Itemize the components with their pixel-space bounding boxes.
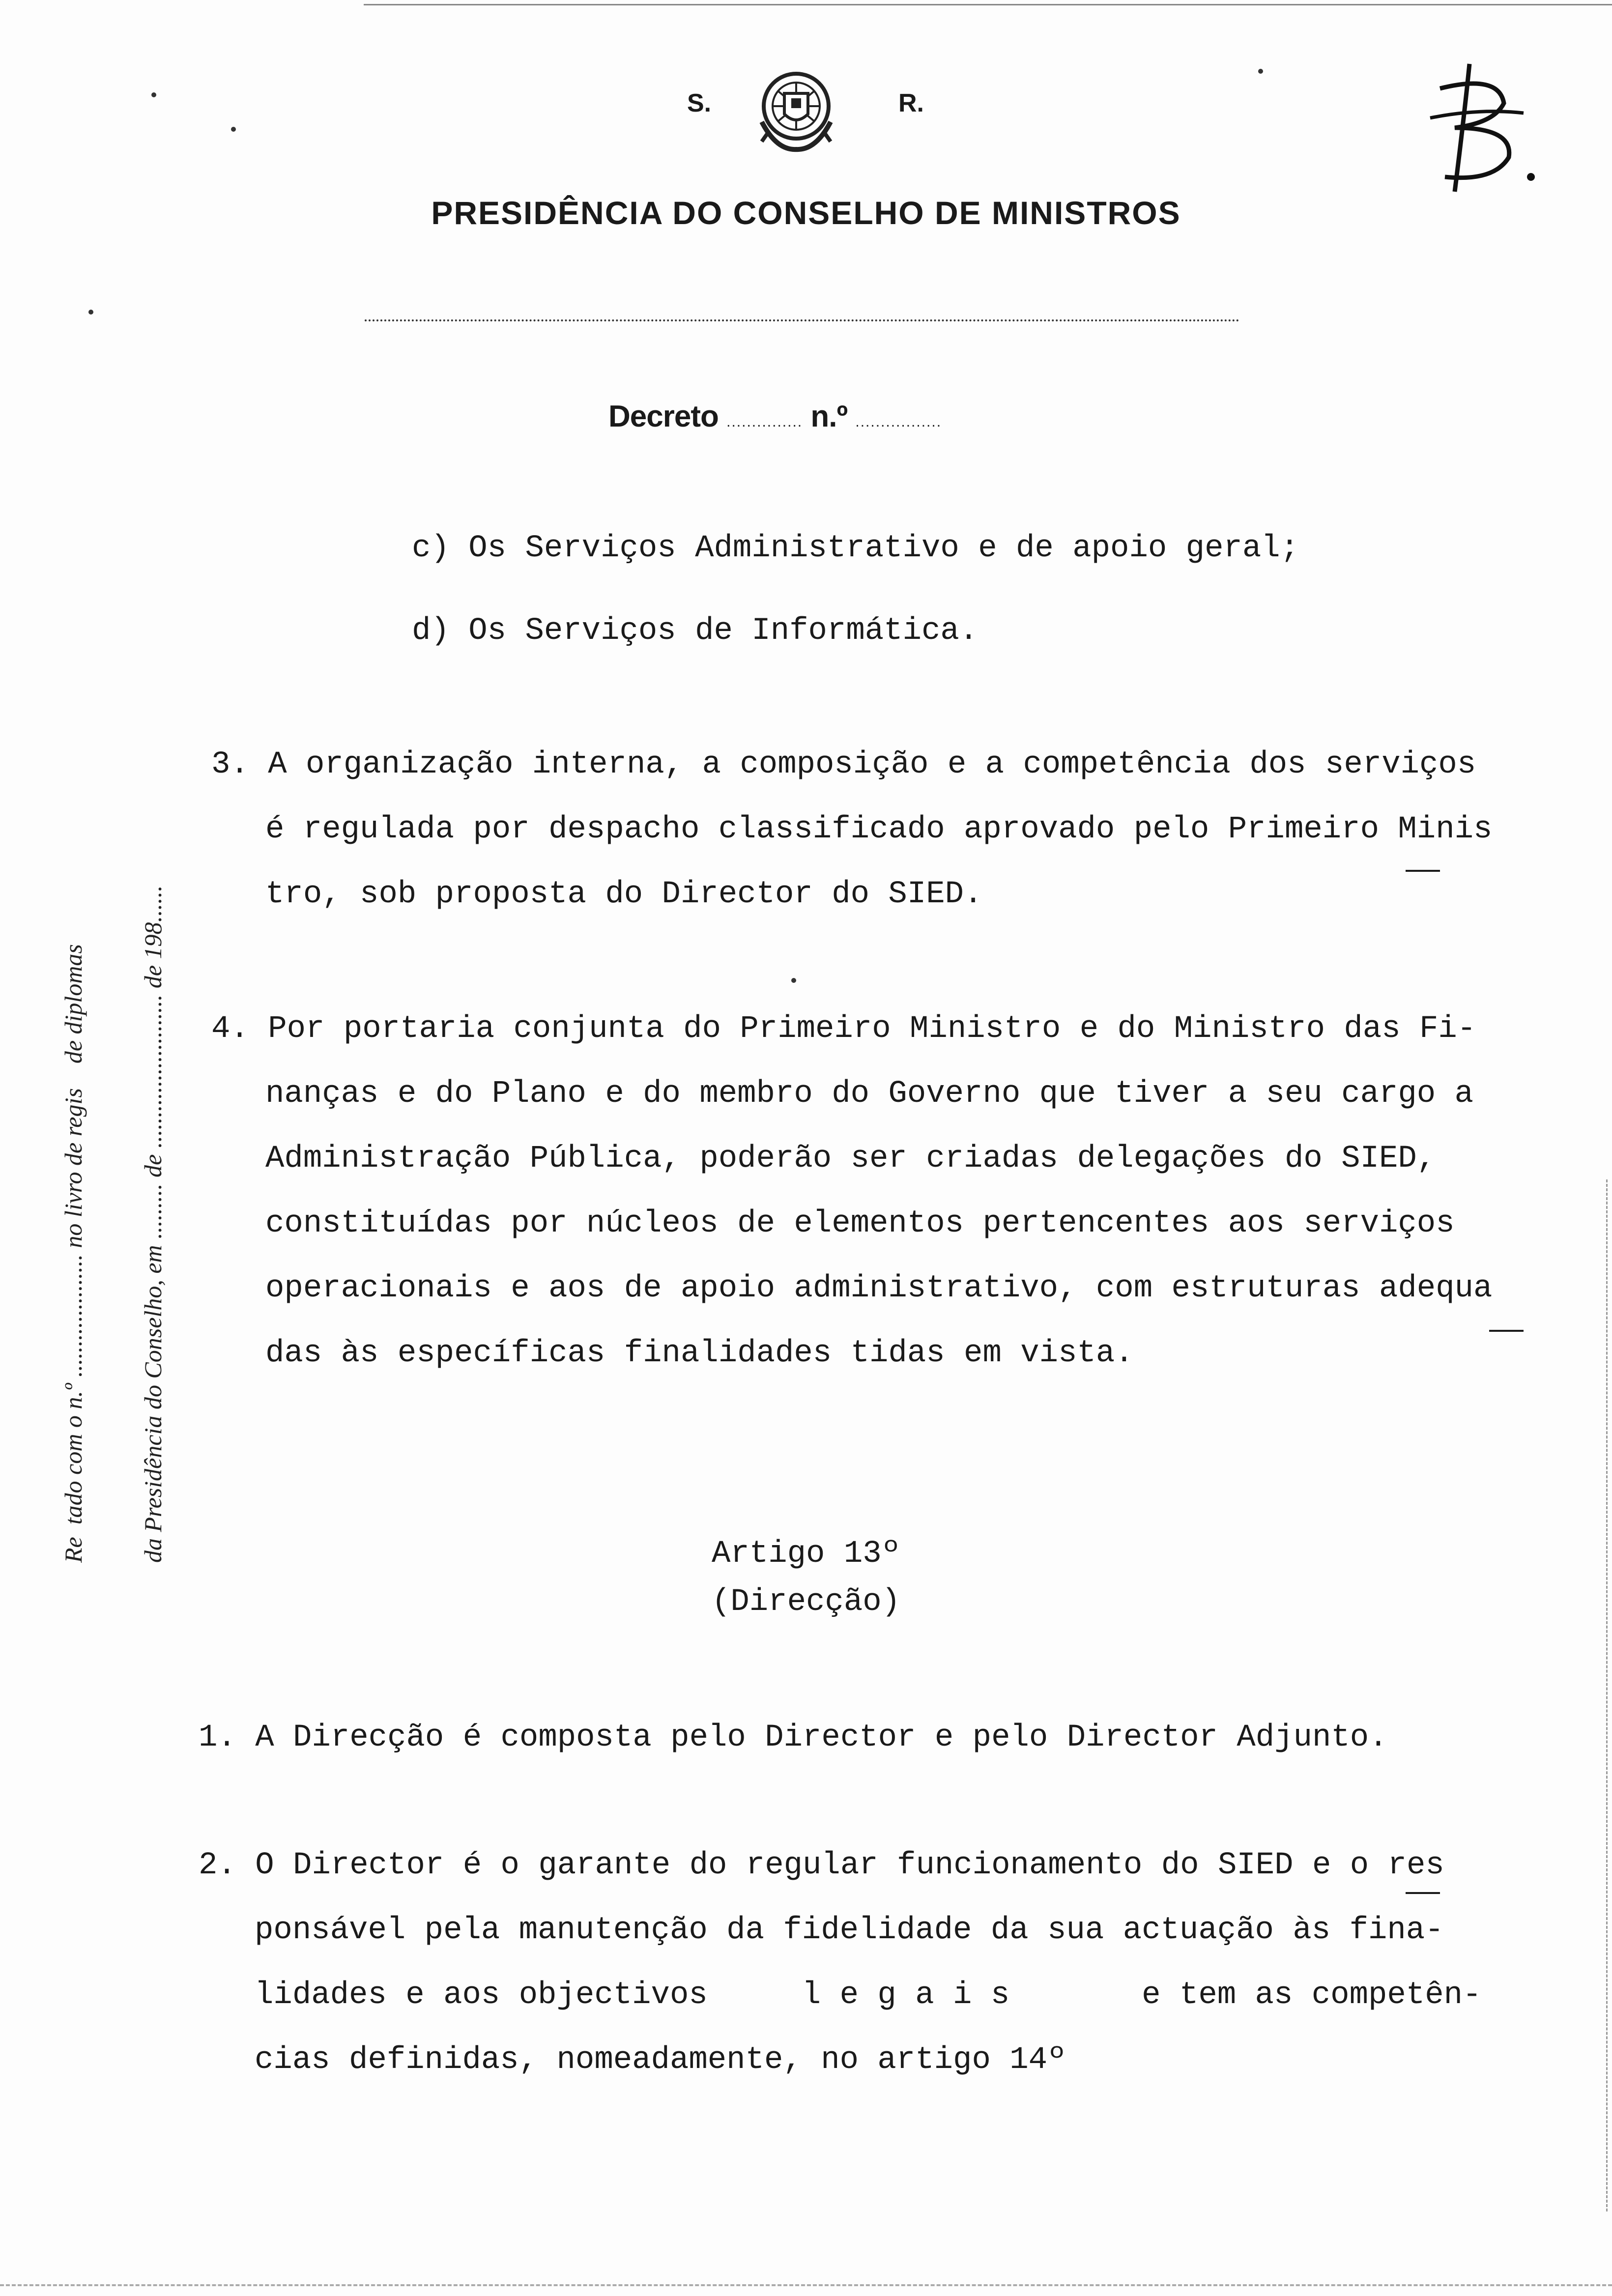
decreto-line: [608, 399, 942, 434]
registration-stamp-line-1: Re tado com o n.º .................... no livro de regis de diplomas: [59, 944, 87, 1563]
paragraph-4-line-3: Administração Pública, poderão ser criadas delegações do SIED,: [265, 1141, 1436, 1177]
article-title: Artigo 13º: [711, 1536, 901, 1572]
article-paragraph-2-line-1: 2. O Director é o garante do regular funcionamento do SIED e o res: [199, 1848, 1444, 1883]
hyphenation-underline: [1489, 1330, 1524, 1332]
paragraph-4-line-6: das às específicas finalidades tidas em vista.: [265, 1336, 1134, 1371]
registration-stamp-line-2: da Presidência do Conselho, em ......... de ......................... de 198......: [139, 885, 167, 1563]
item-c: c) Os Serviços Administrativo e de apoio geral;: [412, 531, 1299, 566]
decreto-label: Decreto: [608, 400, 719, 433]
coat-of-arms-icon: [747, 63, 845, 161]
scan-speck: [791, 978, 796, 983]
paragraph-3-line-2: é regulada por despacho classificado aprovado pelo Primeiro Minis: [265, 812, 1493, 847]
article-paragraph-2-line-2: ponsável pela manutenção da fidelidade da sua actuação às fina-: [255, 1913, 1444, 1948]
top-edge-rule: [364, 4, 1612, 5]
article-paragraph-1: 1. A Direcção é composta pelo Director e pelo Director Adjunto.: [199, 1720, 1388, 1755]
scan-speck: [1258, 69, 1263, 74]
hyphenation-underline: [1406, 870, 1440, 872]
organization-title: PRESIDÊNCIA DO CONSELHO DE MINISTROS: [431, 195, 1181, 231]
scan-right-edge: [1606, 1179, 1608, 2211]
handwritten-initial-signature: [1410, 54, 1538, 201]
scan-speck: [88, 310, 93, 315]
paragraph-4-line-2: nanças e do Plano e do membro do Governo que tiver a seu cargo a: [265, 1076, 1473, 1112]
item-d: d) Os Serviços de Informática.: [412, 613, 979, 649]
paragraph-4-line-5: operacionais e aos de apoio administrativo, com estruturas adequa: [265, 1271, 1493, 1306]
paragraph-3-line-3: tro, sob proposta do Director do SIED.: [265, 877, 983, 912]
article-subtitle: (Direcção): [711, 1584, 901, 1620]
paragraph-3-line-1: 3. A organização interna, a composição e a competência dos serviços: [211, 747, 1476, 782]
header-letter-r: R.: [898, 89, 924, 117]
article-paragraph-2-line-3: lidades e aos objectivos l e g a i s e tem as competên-: [255, 1978, 1482, 2013]
numero-blank: .................: [855, 414, 942, 430]
hyphenation-underline: [1406, 1892, 1440, 1894]
paragraph-4-line-1: 4. Por portaria conjunta do Primeiro Ministro e do Ministro das Fi-: [211, 1011, 1476, 1047]
scan-speck: [151, 92, 156, 97]
article-paragraph-2-line-4: cias definidas, nomeadamente, no artigo 14º: [255, 2042, 1066, 2078]
paragraph-4-line-4: constituídas por núcleos de elementos pertencentes aos serviços: [265, 1206, 1455, 1241]
numero-label: n.º: [810, 400, 848, 433]
header-letter-s: S.: [687, 89, 712, 117]
dotted-rule: [365, 319, 1239, 321]
scan-bottom-edge: [0, 2284, 1612, 2286]
decreto-blank: ...............: [726, 414, 803, 430]
scan-speck: [231, 127, 236, 132]
